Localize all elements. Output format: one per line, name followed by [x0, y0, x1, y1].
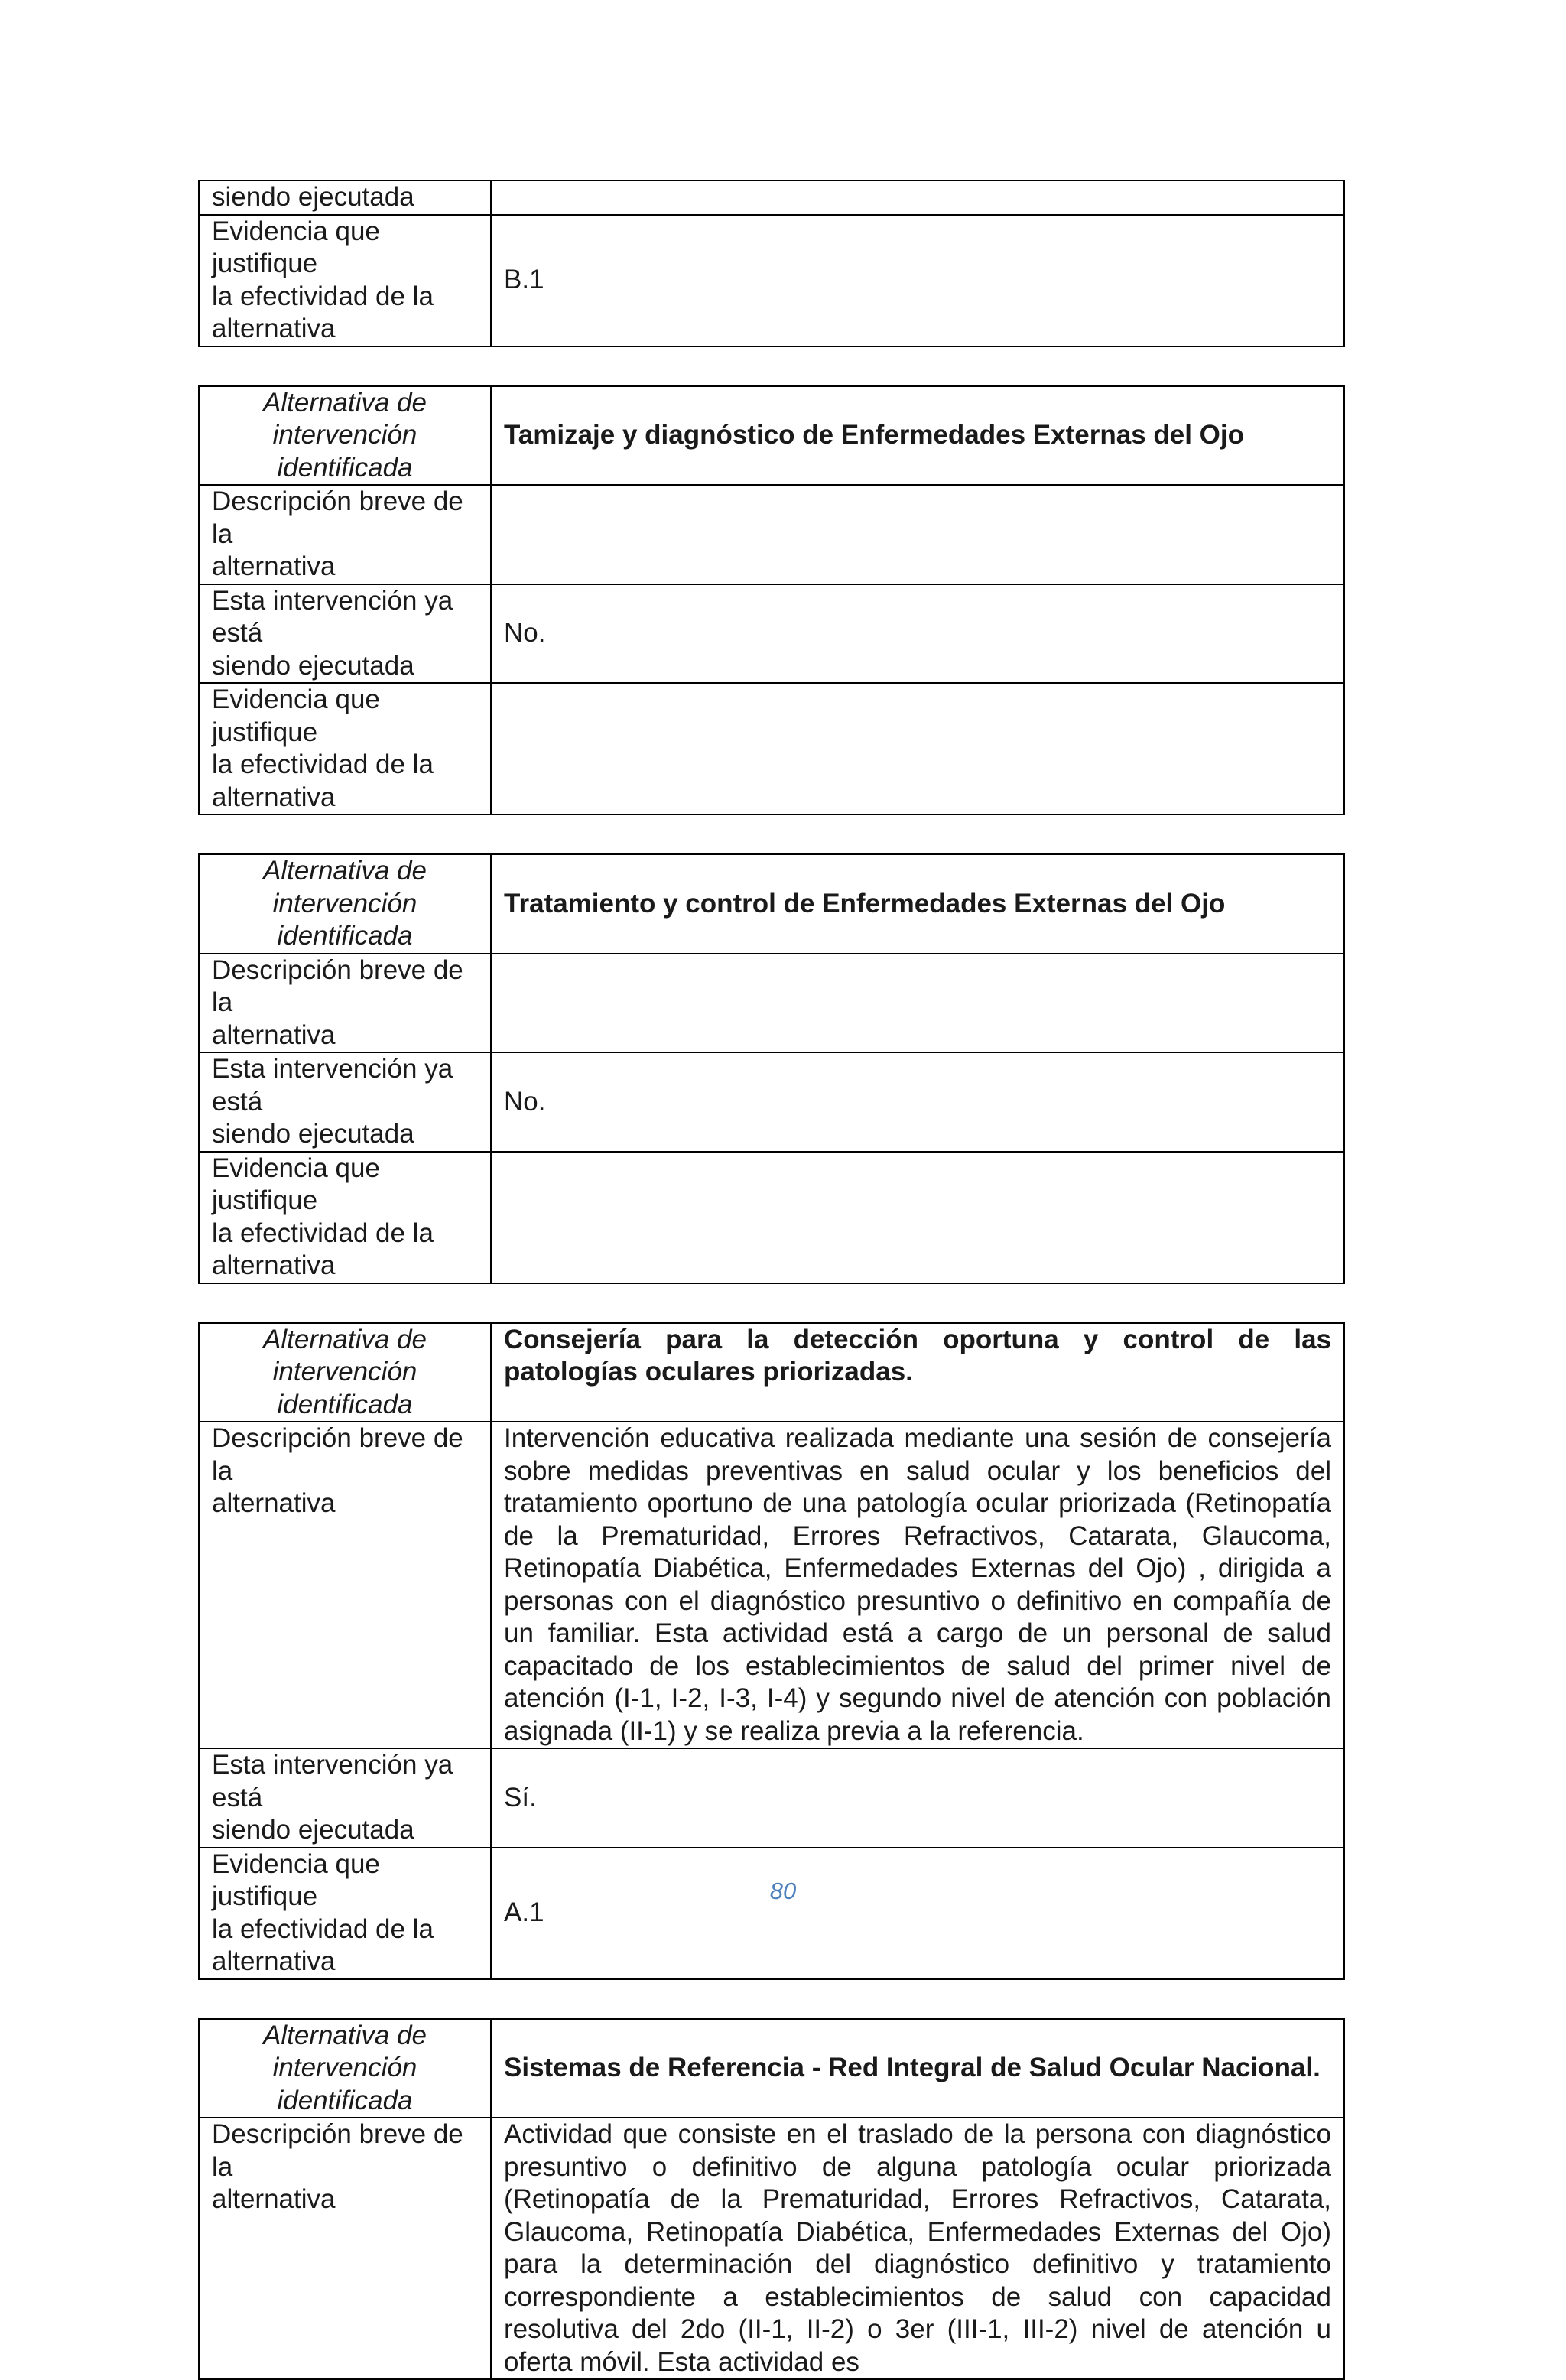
alternative-title: Tamizaje y diagnóstico de Enfermedades Externas del Ojo: [491, 386, 1344, 486]
alternative-table-continued: [198, 180, 1345, 347]
alternative-table-tamizaje: [198, 385, 1345, 816]
row-label: Descripción breve de la alternativa: [199, 954, 491, 1053]
row-value: Actividad que consiste en el traslado de la persona con diagnóstico presuntivo o definitivo de alguna patología ocular priorizada (Retinopatía de la Prematuridad, Errores Refractivos, Catarata, Glaucoma, Retinopatía Diabética, Enfermedades Externas del Ojo) para la determinación del diagnóstico definitivo y tratamiento correspondiente a establecimientos de salud con capacidad resolutiva del 2do (II-1, II-2) o 3er (III-1, III-2) nivel de atención u oferta móvil. Esta actividad es: [491, 2118, 1344, 2379]
alternative-title: Consejería para la detección oportuna y control de las patologías oculares priorizadas.: [491, 1323, 1344, 1422]
table-row: [199, 485, 1344, 584]
row-value: Sí.: [491, 1748, 1344, 1848]
row-label: Esta intervención ya está siendo ejecutada: [199, 1748, 491, 1848]
row-value: [491, 683, 1344, 814]
row-label: Esta intervención ya está siendo ejecutada: [199, 1052, 491, 1152]
alternative-title: Tratamiento y control de Enfermedades Externas del Ojo: [491, 854, 1344, 954]
row-label: Descripción breve de la alternativa: [199, 485, 491, 584]
row-label: Evidencia que justifique la efectividad de la alternativa: [199, 683, 491, 814]
page-content: [198, 180, 1345, 2380]
row-label: Evidencia que justifique la efectividad de la alternativa: [199, 1848, 491, 1979]
row-label: Evidencia que justifique la efectividad de la alternativa: [199, 1152, 491, 1283]
header-label: Alternativa de intervención identificada: [199, 1323, 491, 1422]
row-label: Descripción breve de la alternativa: [199, 2118, 491, 2379]
table-row: [199, 683, 1344, 814]
alternative-title: Sistemas de Referencia - Red Integral de Salud Ocular Nacional.: [491, 2019, 1344, 2118]
table-row: [199, 215, 1344, 346]
table-header-row: [199, 854, 1344, 954]
header-label: Alternativa de intervención identificada: [199, 854, 491, 954]
table-row: [199, 1748, 1344, 1848]
row-value: [491, 954, 1344, 1053]
table-row: [199, 180, 1344, 215]
table-row: [199, 1848, 1344, 1979]
row-value: No.: [491, 584, 1344, 684]
row-value: Intervención educativa realizada mediante una sesión de consejería sobre medidas preventivas en salud ocular y los beneficios del tratamiento oportuno de una patología ocular priorizada (Retinopatía de la Prematuridad, Errores Refractivos, Catarata, Glaucoma, Retinopatía Diabética, Enfermedades Externas del Ojo) , dirigida a personas con el diagnóstico presuntivo o definitivo en compañía de un familiar. Esta actividad está a cargo de un personal de salud capacitado de los establecimientos de salud del primer nivel de atención (I-1, I-2, I-3, I-4) y segundo nivel de atención con población asignada (II-1) y se realiza previa a la referencia.: [491, 1422, 1344, 1748]
alternative-table-referencia: [198, 2018, 1345, 2380]
row-value: [491, 180, 1344, 215]
header-label: Alternativa de intervención identificada: [199, 2019, 491, 2118]
alternative-table-tratamiento: [198, 853, 1345, 1284]
table-row: [199, 584, 1344, 684]
table-row: [199, 2118, 1344, 2379]
table-header-row: [199, 386, 1344, 486]
table-row: [199, 954, 1344, 1053]
row-value: [491, 1152, 1344, 1283]
row-value: A.1: [491, 1848, 1344, 1979]
row-value: [491, 485, 1344, 584]
row-label: Esta intervención ya está siendo ejecutada: [199, 584, 491, 684]
row-value: B.1: [491, 215, 1344, 346]
row-label: Descripción breve de la alternativa: [199, 1422, 491, 1748]
table-header-row: [199, 2019, 1344, 2118]
row-label: siendo ejecutada: [199, 180, 491, 215]
row-value: No.: [491, 1052, 1344, 1152]
table-row: [199, 1052, 1344, 1152]
page-number: 80: [0, 1878, 1566, 1905]
table-row: [199, 1152, 1344, 1283]
row-label: Evidencia que justifique la efectividad de la alternativa: [199, 215, 491, 346]
table-row: [199, 1422, 1344, 1748]
header-label: Alternativa de intervención identificada: [199, 386, 491, 486]
table-header-row: [199, 1323, 1344, 1422]
